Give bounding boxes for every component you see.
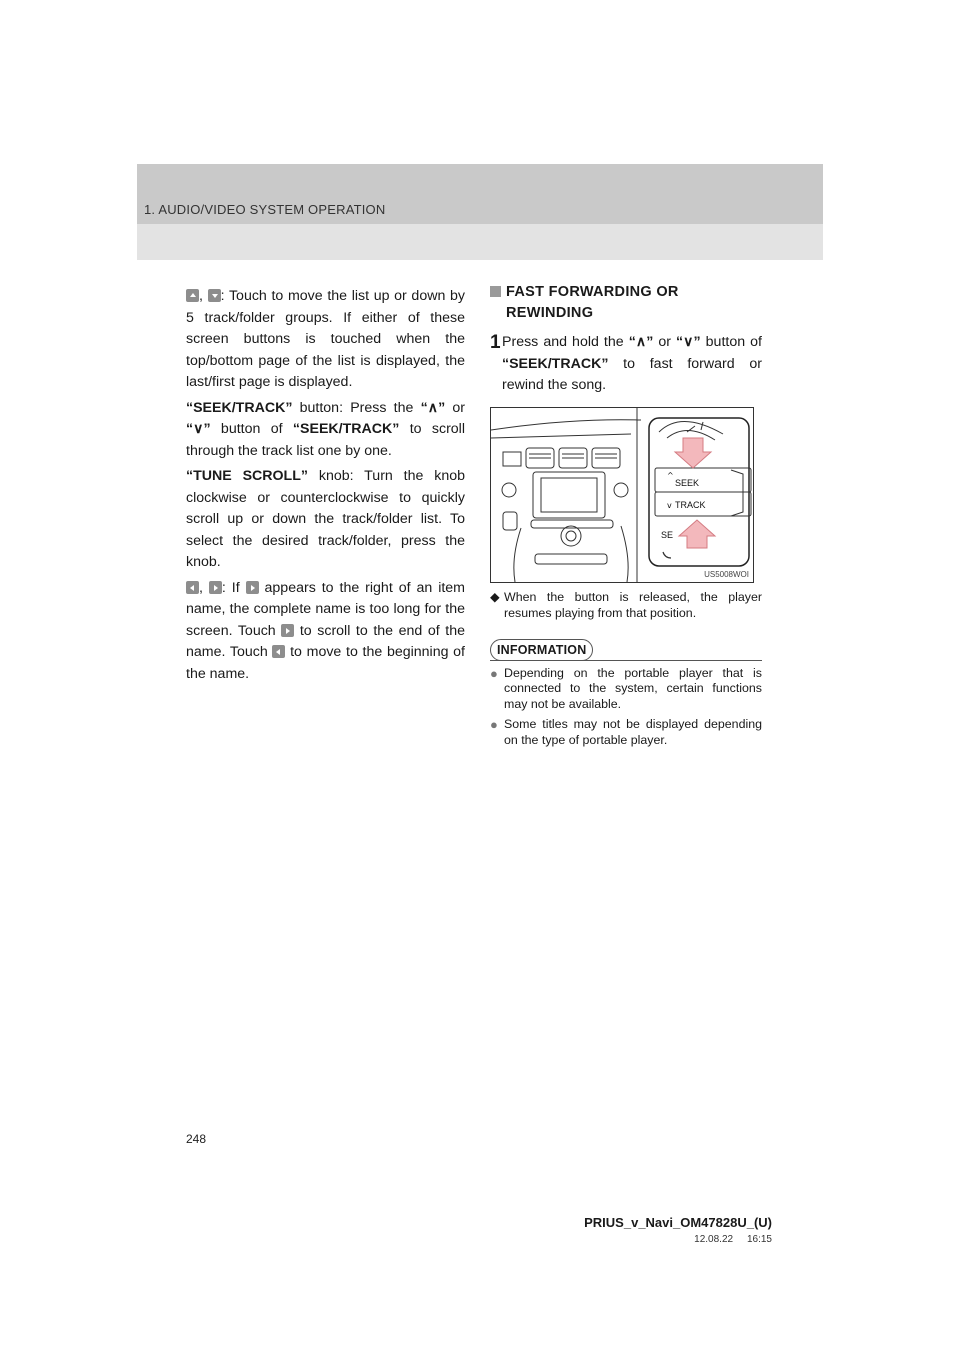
- seek-label: SEEK: [675, 477, 700, 488]
- paragraph-tune-scroll: “TUNE SCROLL” knob: Turn the knob clockwise or counterclockwise to quickly scroll up or down the track/folder list. To select the desired track/folder, press the knob.: [186, 468, 465, 570]
- figure-code: US5008WOI: [704, 569, 749, 579]
- section-heading: FAST FORWARDING OR REWINDING: [490, 282, 762, 324]
- section-title: 1. AUDIO/VIDEO SYSTEM OPERATION: [144, 202, 386, 217]
- paragraph-seek-track: “SEEK/TRACK” button: Press the “∧” or “∨” button of “SEEK/TRACK” to scroll through the track list one by one.: [186, 399, 465, 459]
- header-band: [137, 164, 823, 260]
- scroll-left-icon: [186, 581, 199, 594]
- document-id: PRIUS_v_Navi_OM47828U_(U): [584, 1215, 772, 1230]
- header-top-band: [137, 164, 823, 224]
- step-1: [490, 332, 762, 397]
- caret-up-glyph: ^: [667, 470, 674, 480]
- dashboard-drawing: [491, 408, 753, 582]
- page-up-icon: [186, 289, 199, 302]
- scroll-right-icon: [281, 624, 294, 637]
- information-label: INFORMATION: [490, 639, 593, 661]
- track-label: TRACK: [675, 499, 706, 510]
- print-date: 12.08.22 16:15: [694, 1234, 772, 1245]
- scroll-right-icon: [209, 581, 222, 594]
- circle-bullet-icon: ●: [490, 665, 498, 681]
- scroll-right-icon: [246, 581, 259, 594]
- se-label: SE: [661, 529, 674, 540]
- paragraph-list-buttons: , : Touch to move the list up or down by 5 track/folder groups. If either of these screen buttons is touched when the top/bottom page of the list is displayed, the last/first page is displayed.: [186, 288, 465, 390]
- square-bullet-icon: [490, 286, 501, 297]
- diamond-bullet-icon: ◆: [490, 589, 500, 604]
- right-column: [490, 282, 762, 748]
- paragraph-scroll-name: , : If appears to the right of an item name, the complete name is too long for the screen. Touch to scroll to the end of the name. Touch to move to the beginning of the name.: [186, 579, 466, 682]
- page-number: 248: [186, 1132, 207, 1146]
- step-number: 1: [490, 332, 501, 353]
- info-item: ● Some titles may not be displayed depending on the type of portable player.: [490, 717, 762, 747]
- page-down-icon: [208, 289, 221, 302]
- bullet-item: ◆ When the button is released, the player resumes playing from that position.: [490, 589, 762, 620]
- dashboard-illustration: [490, 407, 754, 583]
- caret-down-glyph: v: [667, 500, 672, 510]
- paragraph-text: : Touch to move the list up or down by 5 track/folder groups. If either of these screen buttons is touched when the top/bottom page of the list is displayed, the last/first page is displayed.: [186, 288, 465, 390]
- circle-bullet-icon: ●: [490, 717, 498, 732]
- step-text: Press and hold the “∧” or “∨” button of “SEEK/TRACK” to fast forward or rewind the song.: [502, 334, 763, 393]
- scroll-left-icon: [272, 645, 285, 658]
- info-item: ● Depending on the portable player that is connected to the system, certain functions may not be available.: [490, 665, 762, 711]
- left-column: [186, 286, 465, 689]
